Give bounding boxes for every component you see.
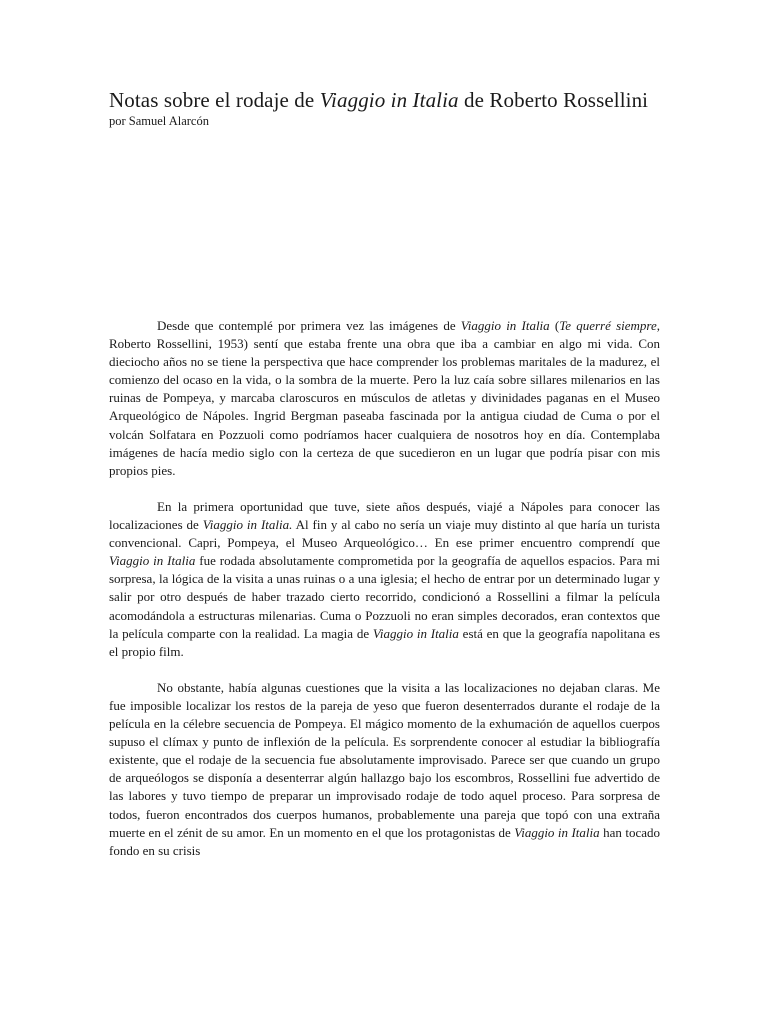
- title-text-end: de Roberto Rossellini: [458, 88, 649, 112]
- body-paragraph: [109, 317, 660, 480]
- title-text: Notas sobre el rodaje de: [109, 88, 320, 112]
- text-run: está en que la geografía napolitana es el propio film.: [109, 625, 661, 659]
- text-run: En la primera oportunidad que tuve, siete años después, viajé a Nápoles para conocer las localizaciones de: [109, 498, 660, 533]
- title-film-name: Viaggio in Italia: [319, 88, 459, 112]
- text-run: Desde que contemplé por primera vez las imágenes de: [157, 318, 461, 333]
- document-body: [109, 317, 660, 878]
- body-paragraph: [109, 498, 660, 661]
- italic-run: Viaggio in Italia: [372, 625, 459, 641]
- text-run: han tocado fondo en su crisis: [109, 824, 660, 858]
- author-byline: por Samuel Alarcón: [109, 114, 209, 128]
- text-run: No obstante, había algunas cuestiones que la visita a las localizaciones no dejaban claras. Me fue imposible localizar los restos de la pareja de yeso que fueron desenterrados durante el rodaje de la película en la célebre secuencia de Pompeya. El mágico momento de la exhumación de aquellos cuerpos supuso el clímax y punto de inflexión de la película. Es sorprendente conocer al estudiar la bibliografía existente, que el rodaje de la secuencia fue absolutamente improvisado. Parece ser que cuando un grupo de arqueólogos se disponía a desenterrar algún hallazgo bajo los escombros, Rossellini fue advertido de las labores y tuvo tiempo de preparar un improvisado rodaje de todo aquel proceso. Para sorpresa de todos, fueron encontrados dos cuerpos humanos, probablemente una pareja que topó con una extraña muerte en el zénit de su amor. En un momento en el que los protagonistas de: [109, 679, 660, 840]
- body-paragraph: [109, 679, 660, 860]
- italic-run: Te querré siempre: [559, 318, 657, 333]
- text-run: (: [549, 318, 560, 333]
- text-run: fue rodada absolutamente comprometida por la geografía de aquellos espacios. Para mi sorpresa, la lógica de la visita a unas ruinas o a una iglesia; el hecho de entrar por un determinado lugar y salir por otro después de haber trazado cierto recorrido, condicionó a Rossellini a filmar la película acomodándola a estructuras milenarias. Cuma o Pozzuoli no eran simples decorados, eran contextos que la película comparte con la realidad. La magia de: [109, 553, 661, 641]
- text-run: , Roberto Rossellini, 1953) sentí que estaba frente una obra que iba a cambiar en algo mi vida. Con dieciocho años no se tiene la perspectiva que hace comprender los problemas maritales de la madurez, el comienzo del ocaso en la vida, o la sombra de la muerte. Pero la luz caía sobre sillares milenarios en las ruinas de Pompeya, y marcaba claroscuros en músculos de atletas y divinidades paganas en el Museo Arqueológico de Nápoles. Ingrid Bergman paseaba fascinada por la antigua ciudad de Cuma o por el volcán Solfatara en Pozzuoli como podríamos hacer cualquiera de nosotros hoy en día. Contemplaba imágenes de hacía medio siglo con la certeza de que sucedieron en un lugar que podría pisar con mis propios pies.: [109, 318, 660, 478]
- italic-run: Viaggio in Italia: [460, 318, 550, 333]
- text-run: Al fin y al cabo no sería un viaje muy distinto al que haría un turista convencional. Capri, Pompeya, el Museo Arqueológico… En ese primer encuentro comprendí que: [109, 517, 660, 551]
- italic-run: Viaggio in Italia: [109, 553, 196, 569]
- document-title: [109, 88, 660, 112]
- document-header: [109, 88, 660, 129]
- italic-run: Viaggio in Italia.: [202, 517, 293, 533]
- italic-run: Viaggio in Italia: [514, 824, 600, 840]
